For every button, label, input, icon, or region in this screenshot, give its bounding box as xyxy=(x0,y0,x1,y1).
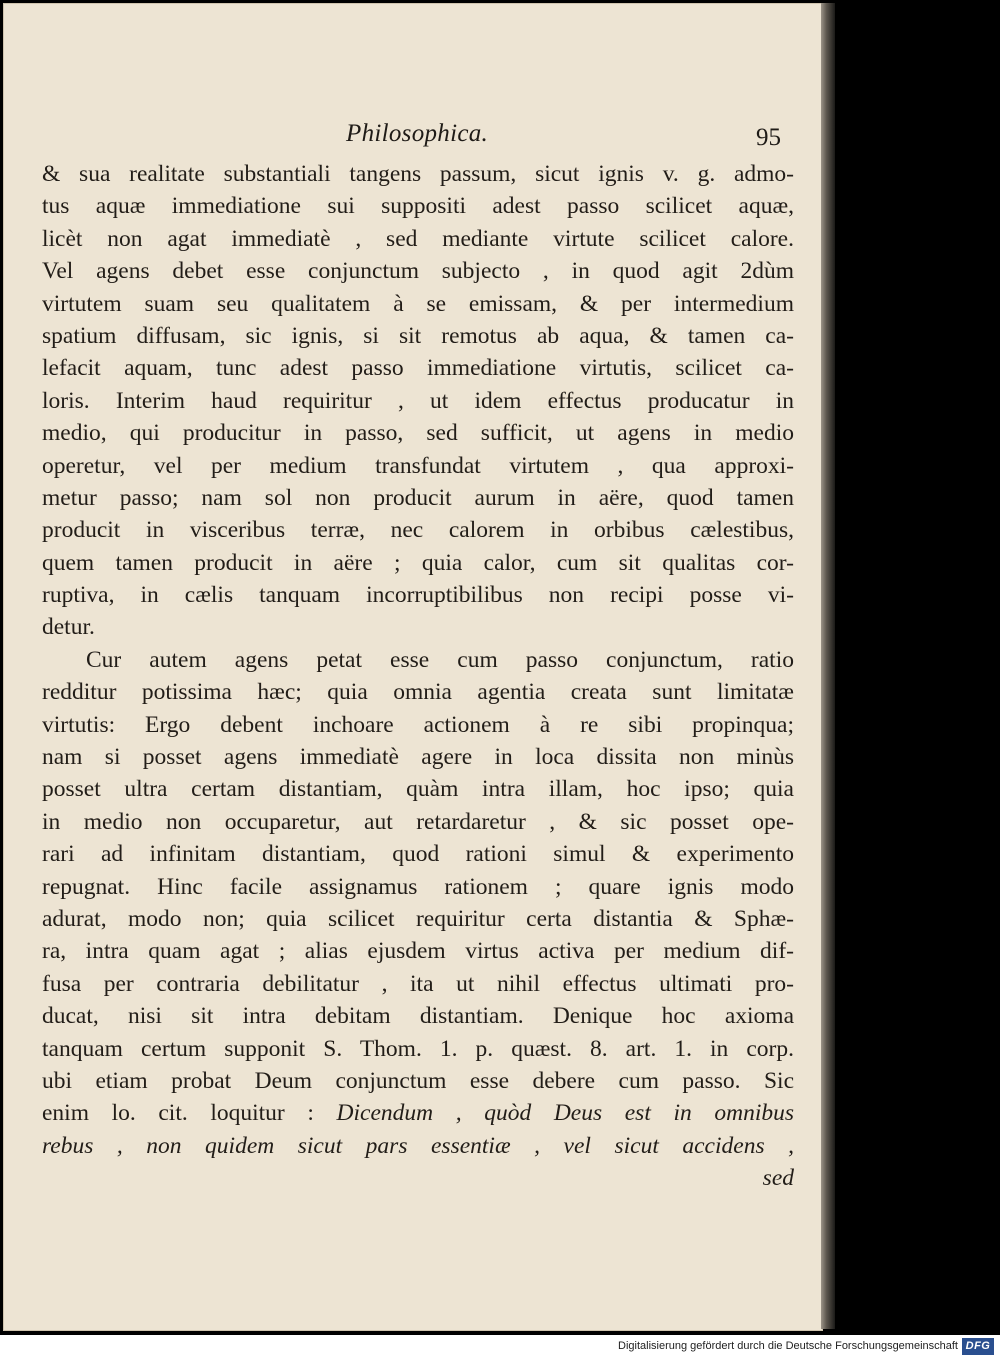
text-line: licèt non agat immediatè , sed mediante virtute scilicet calore. xyxy=(42,225,794,252)
text-line: redditur potissima hæc; quia omnia agentia creata sunt limitatæ xyxy=(42,679,794,706)
text-line: loris. Interim haud requiritur , ut idem effectus producatur in xyxy=(42,387,794,414)
text-line: repugnat. Hinc facile assignamus rationem ; quare ignis modo xyxy=(42,873,794,900)
text-line: quem tamen producit in aëre ; quia calor, cum sit qualitas cor- xyxy=(42,549,794,576)
text-line: Vel agens debet esse conjunctum subjecto , in quod agit 2dùm xyxy=(42,258,794,285)
italic-quote: Dicendum , quòd Deus est in omnibus xyxy=(336,1100,794,1127)
page-header xyxy=(4,120,822,160)
text-line: metur passo; nam sol non producit aurum in aëre, quod tamen xyxy=(42,484,794,511)
body-text xyxy=(42,158,794,1195)
text-line: tanquam certum supponit S. Thom. 1. p. quæst. 8. art. 1. in corp. xyxy=(42,1035,794,1062)
footer-bar xyxy=(0,1335,1000,1359)
text-line: detur. xyxy=(42,614,95,641)
running-head: Philosophica. xyxy=(346,120,489,147)
text-line: virtutis: Ergo debent inchoare actionem à re sibi propinqua; xyxy=(42,711,794,738)
catchword: sed xyxy=(762,1165,794,1192)
page-edge-shadow xyxy=(821,3,835,1329)
text-line: lefacit aquam, tunc adest passo immediatione virtutis, scilicet ca- xyxy=(42,355,794,382)
italic-quote-line: rebus , non quidem sicut pars essentiæ , vel sicut accidens , xyxy=(42,1132,794,1159)
book-page xyxy=(3,3,823,1331)
text-line: fusa per contraria debilitatur , ita ut nihil effectus ultimati pro- xyxy=(42,970,794,997)
text-line: ubi etiam probat Deum conjunctum esse debere cum passo. Sic xyxy=(42,1067,794,1094)
text-line: rari ad infinitam distantiam, quod rationi simul & experimento xyxy=(42,841,794,868)
paragraph-first-line: Cur autem agens petat esse cum passo conjunctum, ratio xyxy=(86,646,794,673)
text-line: ruptiva, in cælis tanquam incorruptibilibus non recipi posse vi- xyxy=(42,582,794,609)
funding-credit: Digitalisierung gefördert durch die Deutsche Forschungsgemeinschaft xyxy=(618,1340,958,1352)
text-line: producit in visceribus terræ, nec calorem in orbibus cælestibus, xyxy=(42,517,794,544)
text-line: & sua realitate substantiali tangens passum, sicut ignis v. g. admo- xyxy=(42,161,794,187)
text-line: spatium diffusam, sic ignis, si sit remotus ab aqua, & tamen ca- xyxy=(42,322,794,349)
text-line: ducat, nisi sit intra debitam distantiam. Denique hoc axioma xyxy=(42,1003,794,1030)
text-line: virtutem suam seu qualitatem à se emissam, & per intermedium xyxy=(42,290,794,317)
text-line: nam si posset agens immediatè agere in loca dissita non minùs xyxy=(42,744,794,771)
text-line: medio, qui producitur in passo, sed sufficit, ut agens in medio xyxy=(42,420,794,447)
text-line: ra, intra quam agat ; alias ejusdem virtus activa per medium dif- xyxy=(42,938,794,965)
text-line: enim lo. cit. loquitur : Dicendum , quòd Deus est in omnibus xyxy=(42,1100,794,1127)
text-line: posset ultra certam distantiam, quàm intra illam, hoc ipso; quia xyxy=(42,776,794,803)
text-line: in medio non occuparetur, aut retardaretur , & sic posset ope- xyxy=(42,808,794,835)
text-line: tus aquæ immediatione sui suppositi adest passo scilicet aquæ, xyxy=(42,193,794,220)
page-number: 95 xyxy=(756,124,781,151)
text-line: adurat, modo non; quia scilicet requiritur certa distantia & Sphæ- xyxy=(42,905,794,932)
dfg-logo-icon: DFG xyxy=(962,1338,994,1355)
text-line: operetur, vel per medium transfundat virtutem , qua approxi- xyxy=(42,452,794,479)
